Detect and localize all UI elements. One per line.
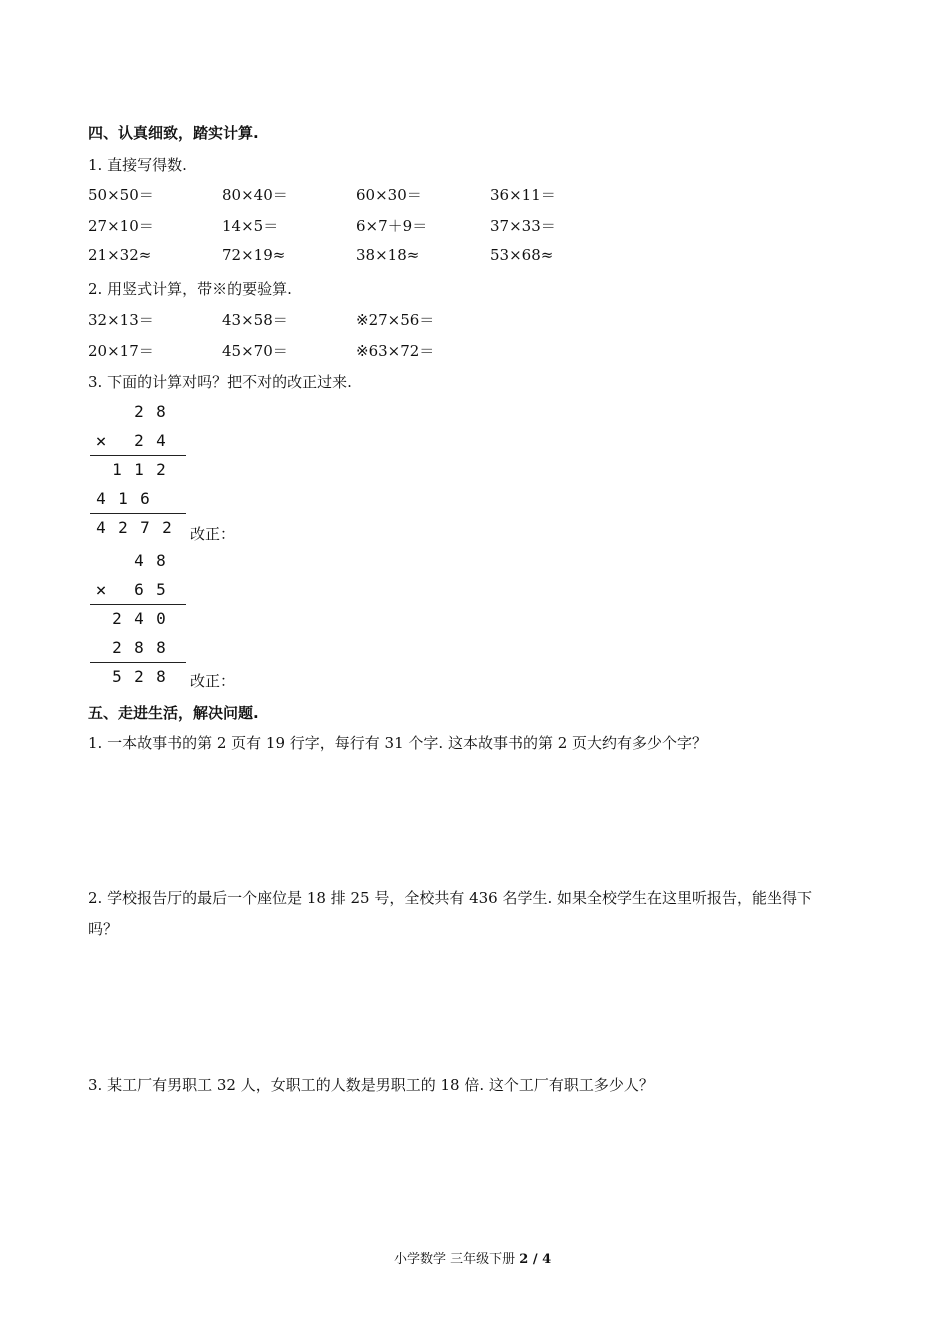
calc1-digit: 2 <box>156 460 166 479</box>
calc1-rule <box>90 455 186 456</box>
calc2-digit: 2 <box>112 609 122 628</box>
calc2-digit: 8 <box>156 551 166 570</box>
calc2-digit: 5 <box>156 580 166 599</box>
vertical-calc-item: ※63×72＝ <box>356 342 435 360</box>
calc2-rule <box>90 662 186 663</box>
oral-calc-item: 6×7＋9＝ <box>356 217 428 235</box>
word-problem-1: 1. 一本故事书的第 2 页有 19 行字，每行有 31 个字. 这本故事书的第 2 页大约有多少个字？ <box>88 734 708 752</box>
calc2-digit: 8 <box>156 667 166 686</box>
calc1-digit: 8 <box>156 402 166 421</box>
calc1-digit: 1 <box>118 489 128 508</box>
section-5-title: 五、走进生活，解决问题. <box>88 704 259 722</box>
calc1-digit: 2 <box>162 518 172 537</box>
word-problem-2-continued: 吗？ <box>88 920 119 938</box>
calc2-digit: 0 <box>156 609 166 628</box>
oral-calc-item: 60×30＝ <box>356 186 422 204</box>
calc2-digit: 4 <box>134 551 144 570</box>
calc1-digit: 4 <box>96 489 106 508</box>
oral-calc-item: 37×33＝ <box>490 217 556 235</box>
estimate-item: 72×19≈ <box>222 246 286 264</box>
oral-calc-item: 36×11＝ <box>490 186 556 204</box>
question-3-label: 3. 下面的计算对吗？把不对的改正过来. <box>88 373 352 391</box>
multiply-sign: × <box>95 580 107 601</box>
calc1-digit: 2 <box>134 402 144 421</box>
calc2-digit: 6 <box>134 580 144 599</box>
calc2-digit: 4 <box>134 609 144 628</box>
calc2-digit: 2 <box>134 667 144 686</box>
calc2-digit: 8 <box>134 638 144 657</box>
calc1-rule <box>90 513 186 514</box>
vertical-calc-item: 32×13＝ <box>88 311 154 329</box>
question-1-label: 1. 直接写得数. <box>88 156 187 174</box>
oral-calc-item: 14×5＝ <box>222 217 279 235</box>
footer-text: 小学数学 三年级下册 <box>394 1252 516 1267</box>
calc1-digit: 1 <box>134 460 144 479</box>
word-problem-3: 3. 某工厂有男职工 32 人，女职工的人数是男职工的 18 倍. 这个工厂有职工多少人？ <box>88 1076 654 1094</box>
vertical-calc-item: 20×17＝ <box>88 342 154 360</box>
vertical-calc-item: 45×70＝ <box>222 342 288 360</box>
calc2-digit: 2 <box>112 638 122 657</box>
page-number: 2 / 4 <box>519 1252 552 1267</box>
section-4-title: 四、认真细致，踏实计算. <box>88 124 259 142</box>
oral-calc-item: 80×40＝ <box>222 186 288 204</box>
estimate-item: 38×18≈ <box>356 246 420 264</box>
word-problem-2: 2. 学校报告厅的最后一个座位是 18 排 25 号，全校共有 436 名学生. 如果全校学生在这里听报告，能坐得下 <box>88 889 813 907</box>
question-2-label: 2. 用竖式计算，带※的要验算. <box>88 280 292 298</box>
vertical-calc-item: ※27×56＝ <box>356 311 435 329</box>
calc1-digit: 4 <box>96 518 106 537</box>
calc1-digit: 6 <box>140 489 150 508</box>
calc1-digit: 1 <box>112 460 122 479</box>
oral-calc-item: 27×10＝ <box>88 217 154 235</box>
calc2-digit: 5 <box>112 667 122 686</box>
calc1-digit: 2 <box>118 518 128 537</box>
estimate-item: 21×32≈ <box>88 246 152 264</box>
estimate-item: 53×68≈ <box>490 246 554 264</box>
calc2-digit: 8 <box>156 638 166 657</box>
vertical-calc-item: 43×58＝ <box>222 311 288 329</box>
oral-calc-item: 50×50＝ <box>88 186 154 204</box>
calc2-rule <box>90 604 186 605</box>
correction-label-2: 改正： <box>190 672 236 690</box>
calc1-digit: 7 <box>140 518 150 537</box>
calc1-digit: 4 <box>156 431 166 450</box>
correction-label-1: 改正： <box>190 525 236 543</box>
page-footer <box>394 1248 551 1267</box>
calc1-digit: 2 <box>134 431 144 450</box>
multiply-sign: × <box>95 431 107 452</box>
